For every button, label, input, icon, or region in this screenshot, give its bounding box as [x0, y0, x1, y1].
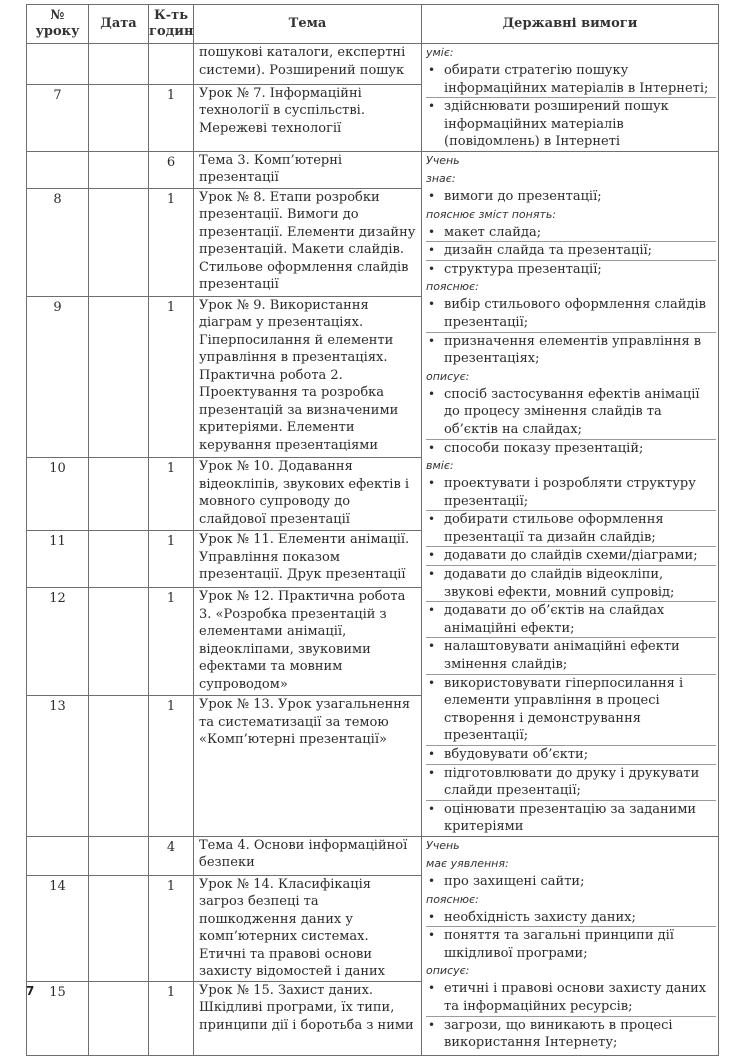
req-label: описує:	[426, 964, 470, 978]
bullet-icon: •	[428, 99, 436, 114]
req-list	[426, 386, 716, 457]
lesson-number: 11	[27, 531, 89, 588]
lesson-topic: Урок № 14. Класифікація загроз безпеці та пошкодження даних у комп’ютерних системах. Етичні та правові основи захисту відомостей і даних	[194, 875, 422, 981]
req-label: вміє:	[426, 459, 454, 473]
bullet-icon: •	[428, 548, 436, 563]
lesson-topic: пошукові каталоги, експертні системи). Розширений пошук	[194, 44, 422, 85]
table-row	[27, 836, 719, 875]
bullet-icon: •	[428, 981, 436, 996]
req-list	[426, 62, 716, 151]
header-date: Дата	[89, 5, 149, 44]
bullet-icon: •	[428, 333, 436, 348]
lesson-topic: Урок № 10. Додавання відеокліпів, звукових ефектів і мовного супроводу до слайдової презентації	[194, 458, 422, 531]
lesson-date	[89, 696, 149, 837]
req-label: пояснює:	[426, 280, 479, 294]
list-item: • загрози, що виникають в процесі використання Інтернету;	[428, 1017, 673, 1051]
bullet-icon: •	[428, 873, 436, 888]
req-list	[426, 909, 716, 963]
list-item: • додавати до слайдів відеокліпи, звукові ефекти, мовний супровід;	[426, 566, 716, 602]
bullet-icon: •	[428, 440, 436, 455]
list-item: • способи показу презентацій;	[428, 440, 644, 456]
bullet-icon: •	[428, 386, 436, 401]
lesson-date	[89, 188, 149, 296]
lesson-number: 9	[27, 296, 89, 457]
lesson-date	[89, 84, 149, 151]
list-item: • поняття та загальні принципи дії шкідливої програми;	[428, 928, 674, 961]
lesson-date	[89, 531, 149, 588]
table-row	[27, 151, 719, 188]
bullet-icon: •	[428, 567, 436, 582]
table-row	[27, 44, 719, 85]
list-item: • використовувати гіперпосилання і елементи управління в процесі створення і демонстрування презентації;	[426, 675, 716, 746]
header-topic: Тема	[194, 5, 422, 44]
lesson-topic: Урок № 13. Урок узагальнення та систематизації за темою «Комп’ютерні презентації»	[194, 696, 422, 837]
lesson-topic: Урок № 11. Елементи анімації. Управління показом презентації. Друк презентації	[194, 531, 422, 588]
lesson-number: 7	[27, 84, 89, 151]
list-item: • спосіб застосування ефектів анімації до процесу змінення слайдів та об’єктів на слайдах;	[426, 386, 716, 440]
bullet-icon: •	[428, 765, 436, 780]
list-item: • про захищені сайти;	[428, 873, 585, 889]
bullet-icon: •	[428, 224, 436, 239]
lesson-number	[27, 44, 89, 85]
bullet-icon: •	[428, 63, 436, 77]
bullet-icon: •	[428, 801, 436, 816]
list-item: • вимоги до презентації;	[428, 188, 602, 204]
lesson-date	[89, 44, 149, 85]
list-item: • обирати стратегію пошуку інформаційних матеріалів в Інтернеті;	[426, 62, 716, 98]
lesson-hours: 1	[149, 84, 194, 151]
bullet-icon: •	[428, 476, 436, 491]
lesson-number: 8	[27, 188, 89, 296]
bullet-icon: •	[428, 297, 436, 312]
lesson-date	[89, 458, 149, 531]
theme-title: Тема 4. Основи інформаційної безпеки	[194, 836, 422, 875]
req-list	[426, 873, 716, 891]
requirements-cell	[422, 836, 719, 1055]
bullet-icon: •	[428, 188, 436, 203]
lesson-date	[89, 875, 149, 981]
bullet-icon: •	[428, 261, 436, 276]
list-item: • необхідність захисту даних;	[426, 909, 716, 928]
requirements-cell	[422, 44, 719, 152]
lesson-hours: 1	[149, 296, 194, 457]
req-list	[426, 296, 716, 367]
bullet-icon: •	[428, 909, 436, 924]
lesson-number: 10	[27, 458, 89, 531]
header-hours: К-ть годин	[149, 5, 194, 44]
lesson-hours: 1	[149, 696, 194, 837]
req-list	[426, 188, 716, 206]
req-list	[426, 980, 716, 1051]
lesson-hours: 1	[149, 875, 194, 981]
req-label: уміє:	[426, 46, 454, 59]
lesson-hours: 1	[149, 188, 194, 296]
bullet-icon: •	[428, 603, 436, 618]
list-item: • проектувати і розробляти структуру презентації;	[426, 475, 716, 511]
req-intro: Учень	[426, 838, 460, 852]
lesson-topic: Урок № 15. Захист даних. Шкідливі програми, їх типи, принципи дії і боротьба з ними	[194, 981, 422, 1055]
lesson-date	[89, 151, 149, 188]
req-intro: Учень	[426, 153, 460, 167]
curriculum-table	[26, 4, 719, 1056]
lesson-hours: 1	[149, 531, 194, 588]
lesson-number: 13	[27, 696, 89, 837]
lesson-date	[89, 981, 149, 1055]
requirements-cell	[422, 151, 719, 836]
header-lesson-number: № уроку	[27, 5, 89, 44]
lesson-number	[27, 836, 89, 875]
lesson-hours: 1	[149, 981, 194, 1055]
lesson-topic: Урок № 12. Практична робота 3. «Розробка презентацій з елементами анімації, відеокліпами, звуковими ефектами та мовним супроводом»	[194, 588, 422, 696]
list-item: • структура презентації;	[428, 261, 602, 277]
lesson-date	[89, 588, 149, 696]
bullet-icon: •	[428, 512, 436, 527]
bullet-icon: •	[428, 675, 436, 690]
req-label: описує:	[426, 369, 470, 383]
lesson-hours: 1	[149, 458, 194, 531]
table-header-row	[27, 5, 719, 44]
bullet-icon: •	[428, 243, 436, 258]
lesson-number: 14	[27, 875, 89, 981]
list-item: • додавати до об’єктів на слайдах анімаційні ефекти;	[426, 602, 716, 638]
lesson-topic: Урок № 8. Етапи розробки презентації. Вимоги до презентації. Елементи дизайну презентацій. Макети слайдів. Стильове оформлення слайдів презентації	[194, 188, 422, 296]
list-item: • підготовлювати до друку і друкувати слайди презентації;	[426, 765, 716, 801]
req-label: має уявлення:	[426, 856, 509, 870]
lesson-date	[89, 296, 149, 457]
page-number: 7	[26, 984, 35, 998]
req-label: пояснює:	[426, 892, 479, 906]
list-item: • вбудовувати об’єкти;	[426, 746, 716, 765]
list-item: • призначення елементів управління в презентаціях;	[428, 333, 702, 367]
req-label: знає:	[426, 171, 456, 185]
list-item: • добирати стильове оформлення презентації та дизайн слайдів;	[426, 511, 716, 547]
list-item: • додавати до слайдів схеми/діаграми;	[426, 547, 716, 566]
list-item: • етичні і правові основи захисту даних та інформаційних ресурсів;	[426, 980, 716, 1016]
lesson-number	[27, 151, 89, 188]
req-list	[426, 224, 716, 279]
lesson-hours: 1	[149, 588, 194, 696]
lesson-date	[89, 836, 149, 875]
list-item: • вибір стильового оформлення слайдів презентації;	[426, 296, 716, 332]
bullet-icon: •	[428, 928, 436, 943]
lesson-hours	[149, 44, 194, 85]
lesson-topic: Урок № 9. Використання діаграм у презентаціях. Гіперпосилання й елементи управління в презентаціях. Практична робота 2. Проектування та розробка презентацій за визначеними критеріями. Елементи керування презентаціями	[194, 296, 422, 457]
theme-title: Тема 3. Комп’ютерні презентації	[194, 151, 422, 188]
lesson-topic: Урок № 7. Інформаційні технології в суспільстві. Мережеві технології	[194, 84, 422, 151]
bullet-icon: •	[428, 639, 436, 654]
list-item: • макет слайда;	[426, 224, 716, 243]
lesson-number: 12	[27, 588, 89, 696]
list-item: • оцінювати презентацію за заданими критеріями	[428, 801, 697, 835]
lesson-number: 15	[27, 981, 89, 1055]
list-item: • налаштовувати анімаційні ефекти змінення слайдів;	[426, 638, 716, 674]
header-requirements: Державні вимоги	[422, 5, 719, 44]
req-list	[426, 475, 716, 836]
list-item: • дизайн слайда та презентації;	[426, 242, 716, 261]
list-item: • здійснювати розширений пошук інформаційних матеріалів (повідомлень) в Інтернеті	[428, 99, 669, 150]
bullet-icon: •	[428, 1017, 436, 1032]
req-label: пояснює зміст понять:	[426, 207, 557, 221]
lesson-hours: 4	[149, 836, 194, 875]
bullet-icon: •	[428, 747, 436, 761]
lesson-hours: 6	[149, 151, 194, 188]
